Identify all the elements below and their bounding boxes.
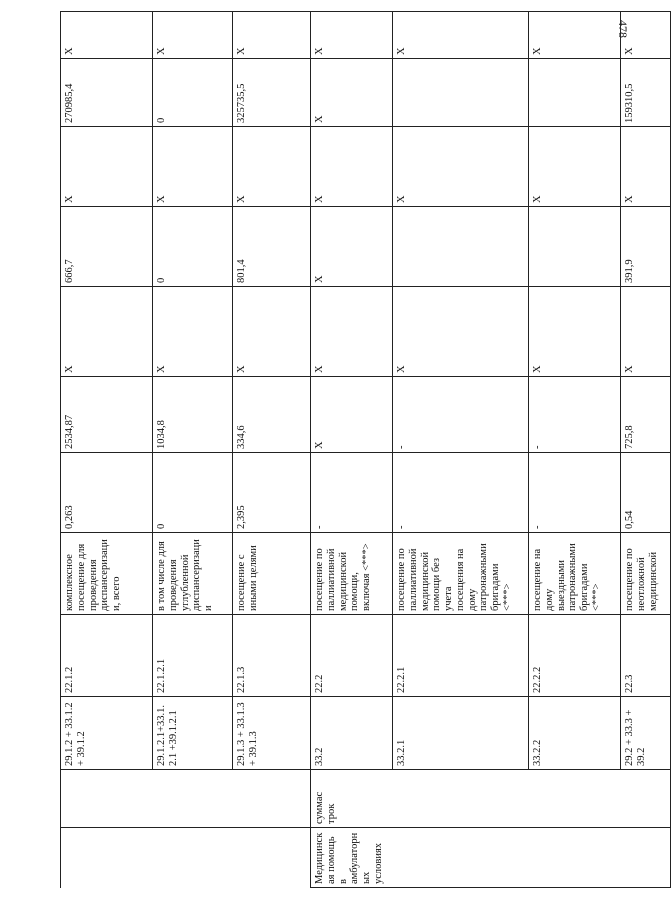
cell-c2: 2534,87: [61, 377, 153, 453]
table-row: [61, 12, 153, 888]
cell-c6: 325735,5: [233, 59, 311, 127]
cell-c4: 0: [153, 207, 233, 287]
cell-code: 22.2: [311, 615, 393, 697]
cell-c3: X: [153, 287, 233, 377]
cell-c4: X: [311, 207, 393, 287]
cell-c5: X: [311, 127, 393, 207]
cell-c3: X: [393, 287, 529, 377]
cell-c2: X: [311, 377, 393, 453]
page-number: 478: [616, 20, 630, 38]
rotated-table-wrapper: [60, 12, 659, 888]
cell-c6: 0: [153, 59, 233, 127]
cell-code: 22.1.3: [233, 615, 311, 697]
cell-c1: 0,54: [621, 453, 671, 533]
cell-c4: 391,9: [621, 207, 671, 287]
cell-formula: 29.1.2.1+33.1.2.1 +39.1.2.1: [153, 697, 233, 770]
table-row: [529, 12, 621, 888]
cell-c7: X: [529, 12, 621, 59]
cell-code: 22.2.2: [529, 615, 621, 697]
cell-c6: [529, 59, 621, 127]
cell-c1: -: [529, 453, 621, 533]
section-label-cell: Медицинская помощь в амбулаторных условиях: [311, 828, 671, 888]
cell-c7: X: [233, 12, 311, 59]
subsection-cell: [61, 770, 311, 828]
cell-c6: X: [311, 59, 393, 127]
subsection-label-cell: суммас трок: [311, 770, 671, 828]
cell-c6: 159310,5: [621, 59, 671, 127]
cell-formula: 29.1.3 + 33.1.3 + 39.1.3: [233, 697, 311, 770]
cell-name: посещение на дому выездными патронажными бригадами <***>: [529, 533, 621, 615]
cell-c1: 2,395: [233, 453, 311, 533]
cell-c4: [393, 207, 529, 287]
section-cell: [61, 828, 311, 888]
cell-c5: X: [153, 127, 233, 207]
cell-c1: -: [393, 453, 529, 533]
table-row: [621, 12, 671, 888]
cell-formula: 29.1.2 + 33.1.2 + 39.1.2: [61, 697, 153, 770]
cell-name: посещение по паллиативной медицинской помощи без учета посещения на дому патронажными бригадами <***>: [393, 533, 529, 615]
cell-c5: X: [61, 127, 153, 207]
cell-name: в том числе для проведения углубленной диспансеризаци и: [153, 533, 233, 615]
cell-formula: 29.2 + 33.3 + 39.2: [621, 697, 671, 770]
cell-formula: 33.2: [311, 697, 393, 770]
cell-c5: X: [393, 127, 529, 207]
cell-c5: X: [233, 127, 311, 207]
cell-name: комплексное посещение для проведения диспансеризаци и, всего: [61, 533, 153, 615]
cell-c7: X: [61, 12, 153, 59]
cell-c3: X: [311, 287, 393, 377]
cell-code: 22.3: [621, 615, 671, 697]
table-row: [233, 12, 311, 888]
cell-code: 22.2.1: [393, 615, 529, 697]
cell-c1: 0: [153, 453, 233, 533]
cell-c7: X: [393, 12, 529, 59]
cell-c2: 1034,8: [153, 377, 233, 453]
cell-code: 22.1.2.1: [153, 615, 233, 697]
cell-c7: X: [311, 12, 393, 59]
cell-c2: 334,6: [233, 377, 311, 453]
cell-formula: 33.2.2: [529, 697, 621, 770]
cell-c5: X: [621, 127, 671, 207]
cell-name: посещение по паллиативной медицинской помощи, включая <***>: [311, 533, 393, 615]
table-row: [311, 12, 393, 888]
table-row: [393, 12, 529, 888]
cell-c3: X: [233, 287, 311, 377]
cell-c3: X: [529, 287, 621, 377]
cell-c2: 725,8: [621, 377, 671, 453]
cell-c2: -: [529, 377, 621, 453]
cell-c4: 666,7: [61, 207, 153, 287]
data-table: [60, 11, 671, 888]
cell-c3: X: [621, 287, 671, 377]
table-row: [153, 12, 233, 888]
cell-code: 22.1.2: [61, 615, 153, 697]
cell-name: посещение с иными целями: [233, 533, 311, 615]
cell-c1: -: [311, 453, 393, 533]
cell-c6: 270985,4: [61, 59, 153, 127]
cell-c1: 0,263: [61, 453, 153, 533]
cell-c5: X: [529, 127, 621, 207]
cell-name: посещение по неотложной медицинской: [621, 533, 671, 615]
cell-c3: X: [61, 287, 153, 377]
cell-c4: 801,4: [233, 207, 311, 287]
cell-c4: [529, 207, 621, 287]
cell-c7: X: [621, 12, 671, 59]
cell-formula: 33.2.1: [393, 697, 529, 770]
cell-c7: X: [153, 12, 233, 59]
cell-c6: [393, 59, 529, 127]
cell-c2: -: [393, 377, 529, 453]
